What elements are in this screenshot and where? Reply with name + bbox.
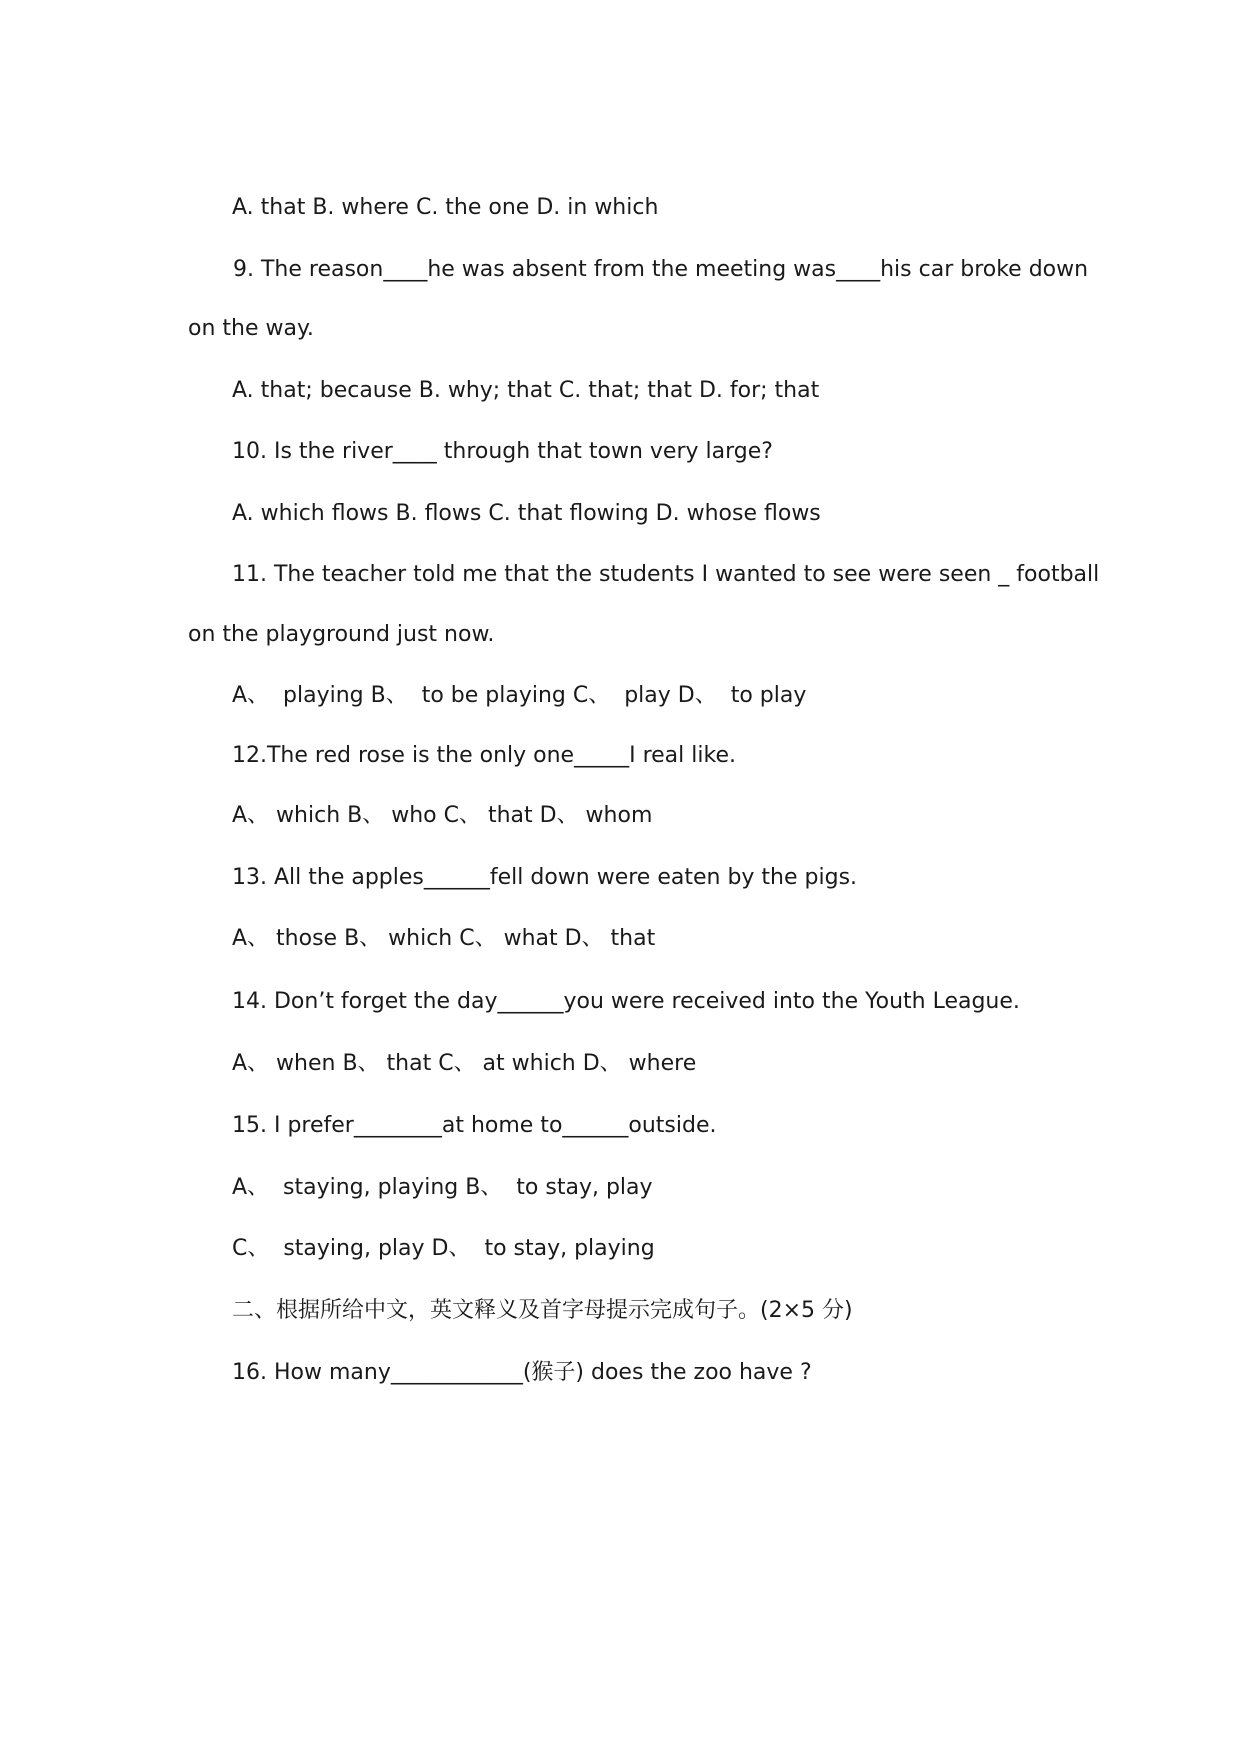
q8-options: A. that B. where C. the one D. in which [232, 195, 659, 220]
q11-options: A、 playing B、 to be playing C、 play D、 to play [232, 683, 807, 708]
q12-text: 12.The red rose is the only one_____I real like. [232, 743, 736, 768]
section-two-heading: 二、根据所给中文，英文释义及首字母提示完成句子。(2×5 分) [232, 1298, 853, 1323]
q14-options: A、 when B、 that C、 at which D、 where [232, 1051, 697, 1076]
q9-text: 9. The reason____he was absent from the meeting was____his car broke down [233, 257, 1089, 282]
q9-options: A. that; because B. why; that C. that; that D. for; that [232, 378, 820, 403]
q10-text: 10. Is the river____ through that town very large? [232, 439, 773, 464]
q15-text: 15. I prefer________at home to______outside. [232, 1113, 717, 1138]
q15-options-ab: A、 staying, playing B、 to stay, play [232, 1175, 653, 1200]
q11-text-continued: on the playground just now. [188, 622, 495, 647]
q14-text: 14. Don’t forget the day______you were received into the Youth League. [232, 989, 1020, 1014]
q13-text: 13. All the apples______fell down were eaten by the pigs. [232, 865, 858, 890]
q15-options-cd: C、 staying, play D、 to stay, playing [232, 1236, 655, 1261]
q10-options: A. which flows B. flows C. that flowing D. whose flows [232, 501, 821, 526]
q13-options: A、 those B、 which C、 what D、 that [232, 926, 656, 951]
q12-options: A、 which B、 who C、 that D、 whom [232, 803, 653, 828]
q16-text: 16. How many____________(猴子) does the zoo have ? [232, 1360, 812, 1385]
q11-text: 11. The teacher told me that the students I wanted to see were seen _ football [232, 562, 1100, 587]
q9-text-continued: on the way. [188, 316, 314, 341]
